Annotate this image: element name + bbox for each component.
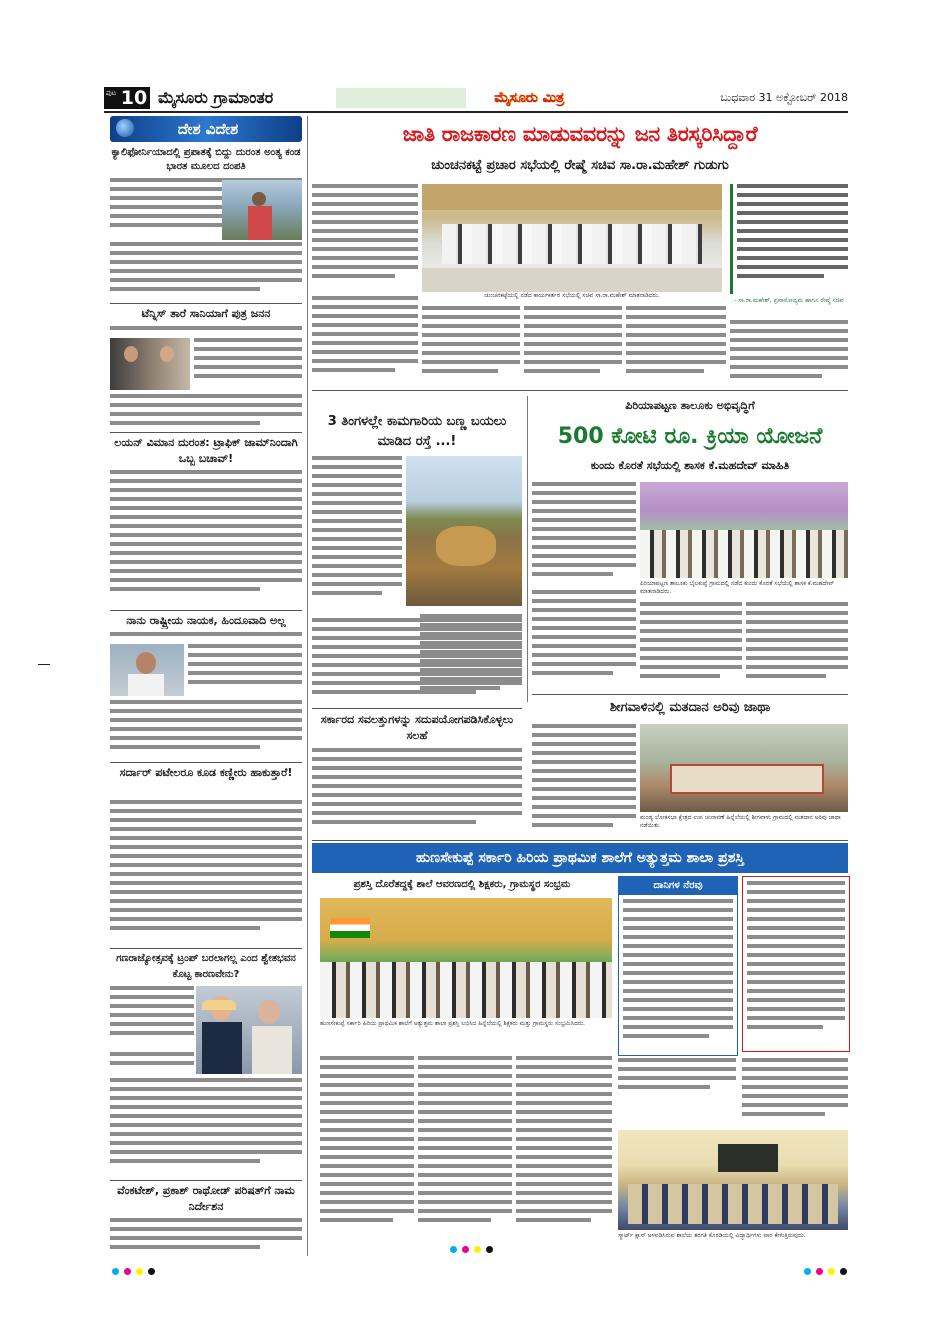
column-divider xyxy=(307,116,308,1256)
divider xyxy=(110,610,302,611)
voting-photo xyxy=(640,724,848,812)
lead-body xyxy=(422,306,520,386)
yojane-headline: 500 ಕೋಟಿ ರೂ. ಕ್ರಿಯಾ ಯೋಜನೆ xyxy=(557,424,823,449)
registration-dot xyxy=(828,1268,835,1275)
yojane-body xyxy=(532,590,636,690)
paper-name: ಮೈಸೂರು ಮಿತ್ರ xyxy=(494,90,564,106)
page-tag xyxy=(104,87,118,109)
story-headline: ಗಣರಾಜ್ಯೋತ್ಸವಕ್ಕೆ ಟ್ರಂಪ್ ಬರಲಾಗಲ್ಲ ಎಂದ ಶ್ವೇತಭವನ ಕೊಟ್ಟ ಕಾರಣವೇನು? xyxy=(116,953,296,980)
lead-photo-caption: ಚುಂಚನಕಟ್ಟೆಯಲ್ಲಿ ನಡೆದ ಕಾರ್ಯಕರ್ತರ ಸಭೆಯಲ್ಲಿ ಸಚಿವ ಸಾ.ರಾ.ಮಹೇಶ್ ಮಾತನಾಡಿದರು. xyxy=(484,292,660,299)
lead-body xyxy=(312,184,418,294)
school-body xyxy=(320,1056,414,1240)
page-number: 10 xyxy=(120,87,148,109)
divider xyxy=(110,948,302,949)
story-body xyxy=(110,394,302,430)
lead-body xyxy=(524,306,622,386)
yojane-photo-caption: ಪಿರಿಯಾಪಟ್ಟಣ ತಾಲೂಕು ಬೈಲಕುಪ್ಪೆ ಗ್ರಾಮದಲ್ಲಿ ನಡೆದ ಕುಂದು ಕೊರತೆ ಸಭೆಯಲ್ಲಿ ಶಾಸಕ ಕೆ.ಮಹದೇವ್ ಮಾತನಾಡಿದರು. xyxy=(640,580,835,595)
story-body xyxy=(110,470,302,608)
section-band xyxy=(336,88,466,108)
story-body xyxy=(194,338,302,390)
side-note-box xyxy=(742,876,850,1052)
voting-photo-caption: ಮಂಡ್ಯ ಲೋಕಸಭಾ ಕ್ಷೇತ್ರದ ಉಪ ಚುನಾವಣೆ ಹಿನ್ನೆಲೆಯಲ್ಲಿ ಶೀಗವಾಳು ಗ್ರಾಮದಲ್ಲಿ ಮತದಾನ ಅರಿವು ಜಾಥಾ ನಡೆಯಿತು. xyxy=(640,814,841,829)
sania-photo xyxy=(110,338,190,390)
side-note-body xyxy=(747,881,845,1047)
school-headline: ಹುಣಸೇಕುಪ್ಪೆ ಸರ್ಕಾರಿ ಹಿರಿಯ ಪ್ರಾಥಮಿಕ ಶಾಲೆಗೆ ಅತ್ಯುತ್ತಮ ಶಾಲಾ ಪ್ರಶಸ್ತಿ xyxy=(415,850,745,866)
registration-dot xyxy=(124,1268,131,1275)
donor-box xyxy=(618,876,738,1056)
globe-icon xyxy=(116,119,134,137)
lead-body xyxy=(626,306,726,386)
divider xyxy=(110,762,302,763)
subsidy-body xyxy=(312,748,522,836)
lead-photo xyxy=(422,184,722,292)
donor-box-title: ದಾನಿಗಳ ನೆರವು xyxy=(619,877,737,895)
story-headline: ಸರ್ದಾರ್ ಪಟೇಲರೂ ಕೂಡ ಕಣ್ಣೀರು ಹಾಕುತ್ತಾರೆ! xyxy=(119,766,293,779)
divider xyxy=(312,840,848,841)
story-headline: ವೆಂಕಟೇಶ್, ಪ್ರಕಾಶ್ ರಾಥೋಡ್ ಪರಿಷತ್‌ಗೆ ನಾಮ ನಿರ್ದೇಶನ xyxy=(117,1184,295,1213)
classroom-photo xyxy=(618,1130,848,1230)
story-headline: ಟೆನ್ನಿಸ್ ತಾರೆ ಸಾನಿಯಾಗೆ ಪುತ್ರ ಜನನ xyxy=(141,307,271,320)
trump-modi-photo xyxy=(196,986,302,1074)
registration-dot xyxy=(462,1246,469,1253)
yojane-subheadline: ಕುಂದು ಕೊರತೆ ಸಭೆಯಲ್ಲಿ ಶಾಸಕ ಕೆ.ಮಹದೇವ್ ಮಾಹಿತಿ xyxy=(590,459,790,472)
story-headline: ಲಯನ್ ವಿಮಾನ ದುರಂತ: ಟ್ರಾಫಿಕ್ ಜಾಮ್‌ನಿಂದಾಗಿ ಒಬ್ಬ ಬಚಾವ್! xyxy=(114,436,298,465)
story-headline: ನಾನು ರಾಷ್ಟ್ರೀಯ ನಾಯಕ, ಹಿಂದೂವಾದಿ ಅಲ್ಲ xyxy=(126,614,286,627)
issue-date: ಬುಧವಾರ 31 ಅಕ್ಟೋಬರ್ 2018 xyxy=(720,91,848,104)
registration-dot xyxy=(474,1246,481,1253)
school-photo xyxy=(320,898,612,1018)
story-body xyxy=(110,986,194,1048)
section-title: ಮೈಸೂರು ಗ್ರಾಮಾಂತರ xyxy=(158,88,274,107)
road-headline: 3 ತಿಂಗಳಲ್ಲೇ ಕಾಮಗಾರಿಯ ಬಣ್ಣ ಬಯಲು ಮಾಡಿದ ರಸ್ತೆ ...! xyxy=(327,414,507,449)
rahul-photo xyxy=(110,644,184,696)
pullquote-text xyxy=(730,184,848,294)
story-body xyxy=(110,242,302,300)
registration-dot xyxy=(840,1268,847,1275)
registration-dot xyxy=(816,1268,823,1275)
page-tag-label: ಪುಟ xyxy=(105,89,117,97)
lead-body xyxy=(312,296,418,386)
registration-dot xyxy=(450,1246,457,1253)
divider xyxy=(532,694,848,695)
road-body xyxy=(420,614,522,706)
voting-body xyxy=(532,724,636,836)
divider xyxy=(312,390,848,391)
school-body xyxy=(516,1056,612,1240)
school-subheadline: ಪ್ರಶಸ್ತಿ ದೊರೆತದ್ದಕ್ಕೆ ಶಾಲೆ ಆವರಣದಲ್ಲಿ ಶಿಕ್ಷಕರು, ಗ್ರಾಮಸ್ಥರ ಸಂಭ್ರಮ xyxy=(353,879,571,890)
yojane-body xyxy=(532,482,636,586)
lead-body xyxy=(730,320,848,386)
divider xyxy=(110,432,302,433)
column-divider xyxy=(527,396,528,702)
road-photo xyxy=(406,456,522,606)
pullquote-credit: - ಸಾ.ರಾ.ಮಹೇಶ್, ಪ್ರವಾಸೋದ್ಯಮ ಹಾಗೂ ರೇಷ್ಮೆ ಸಚಿವ xyxy=(734,297,844,304)
school-headline-band xyxy=(312,843,848,873)
lead-subheadline: ಚುಂಚನಕಟ್ಟೆ ಪ್ರಚಾರ ಸಭೆಯಲ್ಲಿ ರೇಷ್ಮೆ ಸಚಿವ ಸಾ.ರಾ.ಮಹೇಶ್ ಗುಡುಗು xyxy=(431,158,729,173)
road-body xyxy=(312,456,402,614)
divider xyxy=(312,708,522,709)
divider xyxy=(110,303,302,304)
school-body xyxy=(618,1058,736,1094)
story-body xyxy=(188,644,302,696)
yojane-body xyxy=(746,602,848,690)
story-body xyxy=(110,632,302,642)
registration-dot xyxy=(112,1268,119,1275)
school-body xyxy=(418,1056,512,1240)
crop-mark xyxy=(38,664,50,665)
voting-headline: ಶೀಗವಾಳಿನಲ್ಲಿ ಮತದಾನ ಅರಿವು ಜಾಥಾ xyxy=(609,700,771,715)
registration-dot xyxy=(804,1268,811,1275)
yojane-kicker: ಪಿರಿಯಾಪಟ್ಟಣ ತಾಲೂಕು ಅಭಿವೃದ್ಧಿಗೆ xyxy=(625,399,755,412)
divider xyxy=(110,1180,302,1181)
page-number-badge xyxy=(118,87,150,109)
section-banner xyxy=(110,116,302,142)
yojane-body xyxy=(640,602,742,690)
section-banner-label: ದೇಶ ವಿದೇಶ xyxy=(177,120,239,138)
donor-box-body xyxy=(623,899,733,1049)
registration-dot xyxy=(136,1268,143,1275)
story-body xyxy=(110,326,302,336)
story-body xyxy=(110,1078,302,1176)
yojane-photo xyxy=(640,482,848,578)
classroom-photo-caption: ಸ್ಮಾರ್ಟ್ ಕ್ಲಾಸ್ ಅಳವಡಿಸಿರುವ ಶಾಲೆಯ ತರಗತಿ ಕೊಠಡಿಯಲ್ಲಿ ವಿದ್ಯಾರ್ಥಿಗಳು ಪಾಠ ಕೇಳುತ್ತಿರುವುದು. xyxy=(618,1232,806,1239)
registration-dot xyxy=(148,1268,155,1275)
couple-photo xyxy=(222,180,302,240)
story-body xyxy=(110,800,302,946)
school-photo-caption: ಹುಣಸೇಕುಪ್ಪೆ ಸರ್ಕಾರಿ ಹಿರಿಯ ಪ್ರಾಥಮಿಕ ಶಾಲೆಗೆ ಅತ್ಯುತ್ತಮ ಶಾಲಾ ಪ್ರಶಸ್ತಿ ಲಭಿಸಿದ ಹಿನ್ನೆಲೆಯಲ್ಲಿ ಶಿಕ್ಷಕರು ಮತ್ತು ಗ್ರಾಮಸ್ಥರು ಸಂಭ್ರಮಿಸಿದರು. xyxy=(320,1020,585,1027)
school-body xyxy=(742,1058,848,1128)
registration-dot xyxy=(486,1246,493,1253)
story-body xyxy=(110,700,302,760)
lead-headline: ಜಾತಿ ರಾಜಕಾರಣ ಮಾಡುವವರನ್ನು ಜನ ತಿರಸ್ಕರಿಸಿದ್ದಾರೆ xyxy=(402,122,758,146)
story-body xyxy=(110,1218,302,1254)
story-body xyxy=(110,1052,194,1074)
subsidy-headline: ಸರ್ಕಾರದ ಸವಲತ್ತುಗಳನ್ನು ಸದುಪಯೋಗಪಡಿಸಿಕೊಳ್ಳಲು ಸಲಹೆ xyxy=(320,713,514,742)
header-rule xyxy=(104,111,848,113)
story-headline: ಕ್ಯಾಲಿಫೋರ್ನಿಯಾದಲ್ಲಿ ಪ್ರಪಾತಕ್ಕೆ ಬಿದ್ದು ದುರಂತ ಅಂತ್ಯ ಕಂಡ ಭಾರತ ಮೂಲದ ದಂಪತಿ xyxy=(111,147,301,172)
